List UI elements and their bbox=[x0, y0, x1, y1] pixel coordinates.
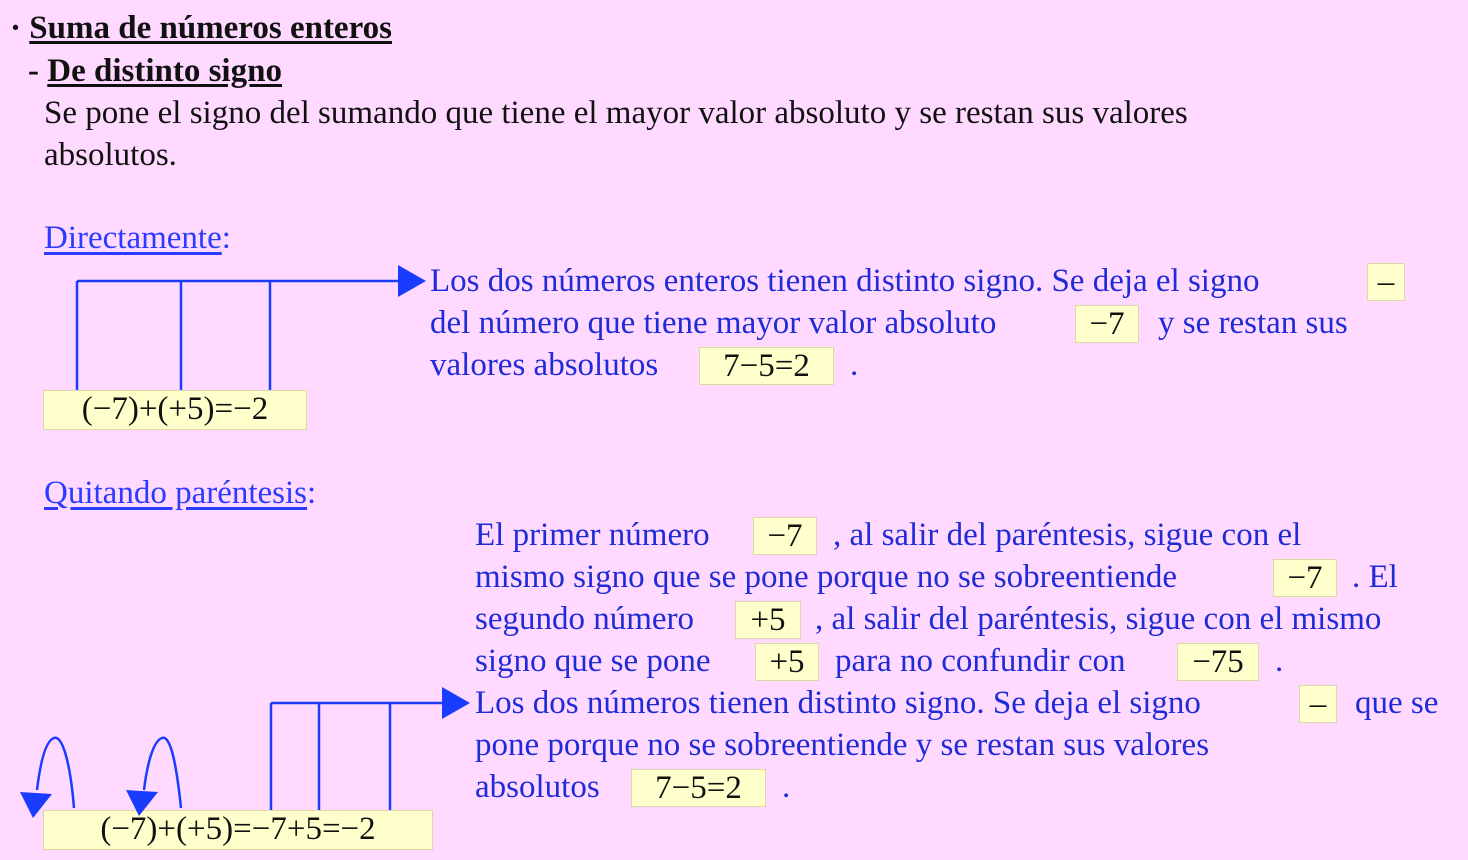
parens-p4a: signo que se pone bbox=[475, 643, 711, 679]
bullet: · bbox=[10, 10, 22, 46]
parens-box-plus5-b: +5 bbox=[755, 643, 819, 681]
direct-line-2b: y se restan sus bbox=[1158, 305, 1348, 341]
parens-p4c: . bbox=[1275, 643, 1284, 679]
parens-box-sign: – bbox=[1299, 685, 1337, 723]
direct-box-difference: 7−5=2 bbox=[699, 347, 834, 385]
direct-box-sign: – bbox=[1367, 263, 1405, 301]
title-text: Suma de números enteros bbox=[29, 10, 392, 46]
rule-line-2: absolutos. bbox=[44, 137, 177, 173]
parens-p1b: , al salir del paréntesis, sigue con el bbox=[833, 517, 1302, 553]
parens-box-plus5-a: +5 bbox=[735, 601, 801, 639]
direct-box-minus7: −7 bbox=[1075, 305, 1139, 343]
direct-line-2: del número que tiene mayor valor absoluto bbox=[430, 305, 997, 341]
curve-arrowhead-second-icon bbox=[126, 790, 158, 816]
parens-p5a: Los dos números tienen distinto signo. Se deja el signo bbox=[475, 685, 1201, 721]
subtitle-prefix: - bbox=[28, 53, 39, 89]
quitando-parentesis-link[interactable]: Quitando paréntesis bbox=[44, 475, 308, 511]
parens-p5b: que se bbox=[1355, 685, 1439, 721]
direct-line-3-period: . bbox=[850, 347, 859, 383]
parens-p3b: , al salir del paréntesis, sigue con el mismo bbox=[815, 601, 1382, 637]
direct-connector-lines bbox=[77, 281, 400, 390]
rule-line-1: Se pone el signo del sumando que tiene el mayor valor absoluto y se restan sus valores bbox=[44, 95, 1188, 131]
parens-p1a: El primer número bbox=[475, 517, 710, 553]
direct-line-3: valores absolutos bbox=[430, 347, 659, 383]
curve-arrowhead-first-icon bbox=[20, 792, 52, 818]
directamente-link[interactable]: Directamente bbox=[44, 220, 222, 256]
parens-box-minus75: −75 bbox=[1177, 643, 1259, 681]
parens-connector-lines bbox=[271, 703, 444, 810]
parens-p7b: . bbox=[782, 769, 791, 805]
parens-p6: pone porque no se sobreentiende y se restan sus valores bbox=[475, 727, 1210, 763]
direct-expression-box: (−7)+(+5)=−2 bbox=[43, 390, 307, 430]
subtitle-text: De distinto signo bbox=[47, 53, 282, 89]
parens-p3a: segundo número bbox=[475, 601, 695, 637]
parens-p2b: . El bbox=[1352, 559, 1398, 595]
parens-p7a: absolutos bbox=[475, 769, 600, 805]
directamente-colon: : bbox=[221, 220, 231, 256]
direct-arrowhead-icon bbox=[398, 265, 426, 297]
parens-arrowhead-icon bbox=[442, 687, 470, 719]
parens-p4b: para no confundir con bbox=[835, 643, 1126, 679]
parens-box-difference: 7−5=2 bbox=[631, 769, 766, 807]
quitando-colon: : bbox=[307, 475, 317, 511]
parens-box-minus7-b: −7 bbox=[1273, 559, 1337, 597]
parens-p2a: mismo signo que se pone porque no se sobreentiende bbox=[475, 559, 1178, 595]
parens-expression-box: (−7)+(+5)=−7+5=−2 bbox=[43, 810, 433, 850]
direct-line-1: Los dos números enteros tienen distinto signo. Se deja el signo bbox=[430, 263, 1260, 299]
parens-box-minus7-a: −7 bbox=[753, 517, 817, 555]
